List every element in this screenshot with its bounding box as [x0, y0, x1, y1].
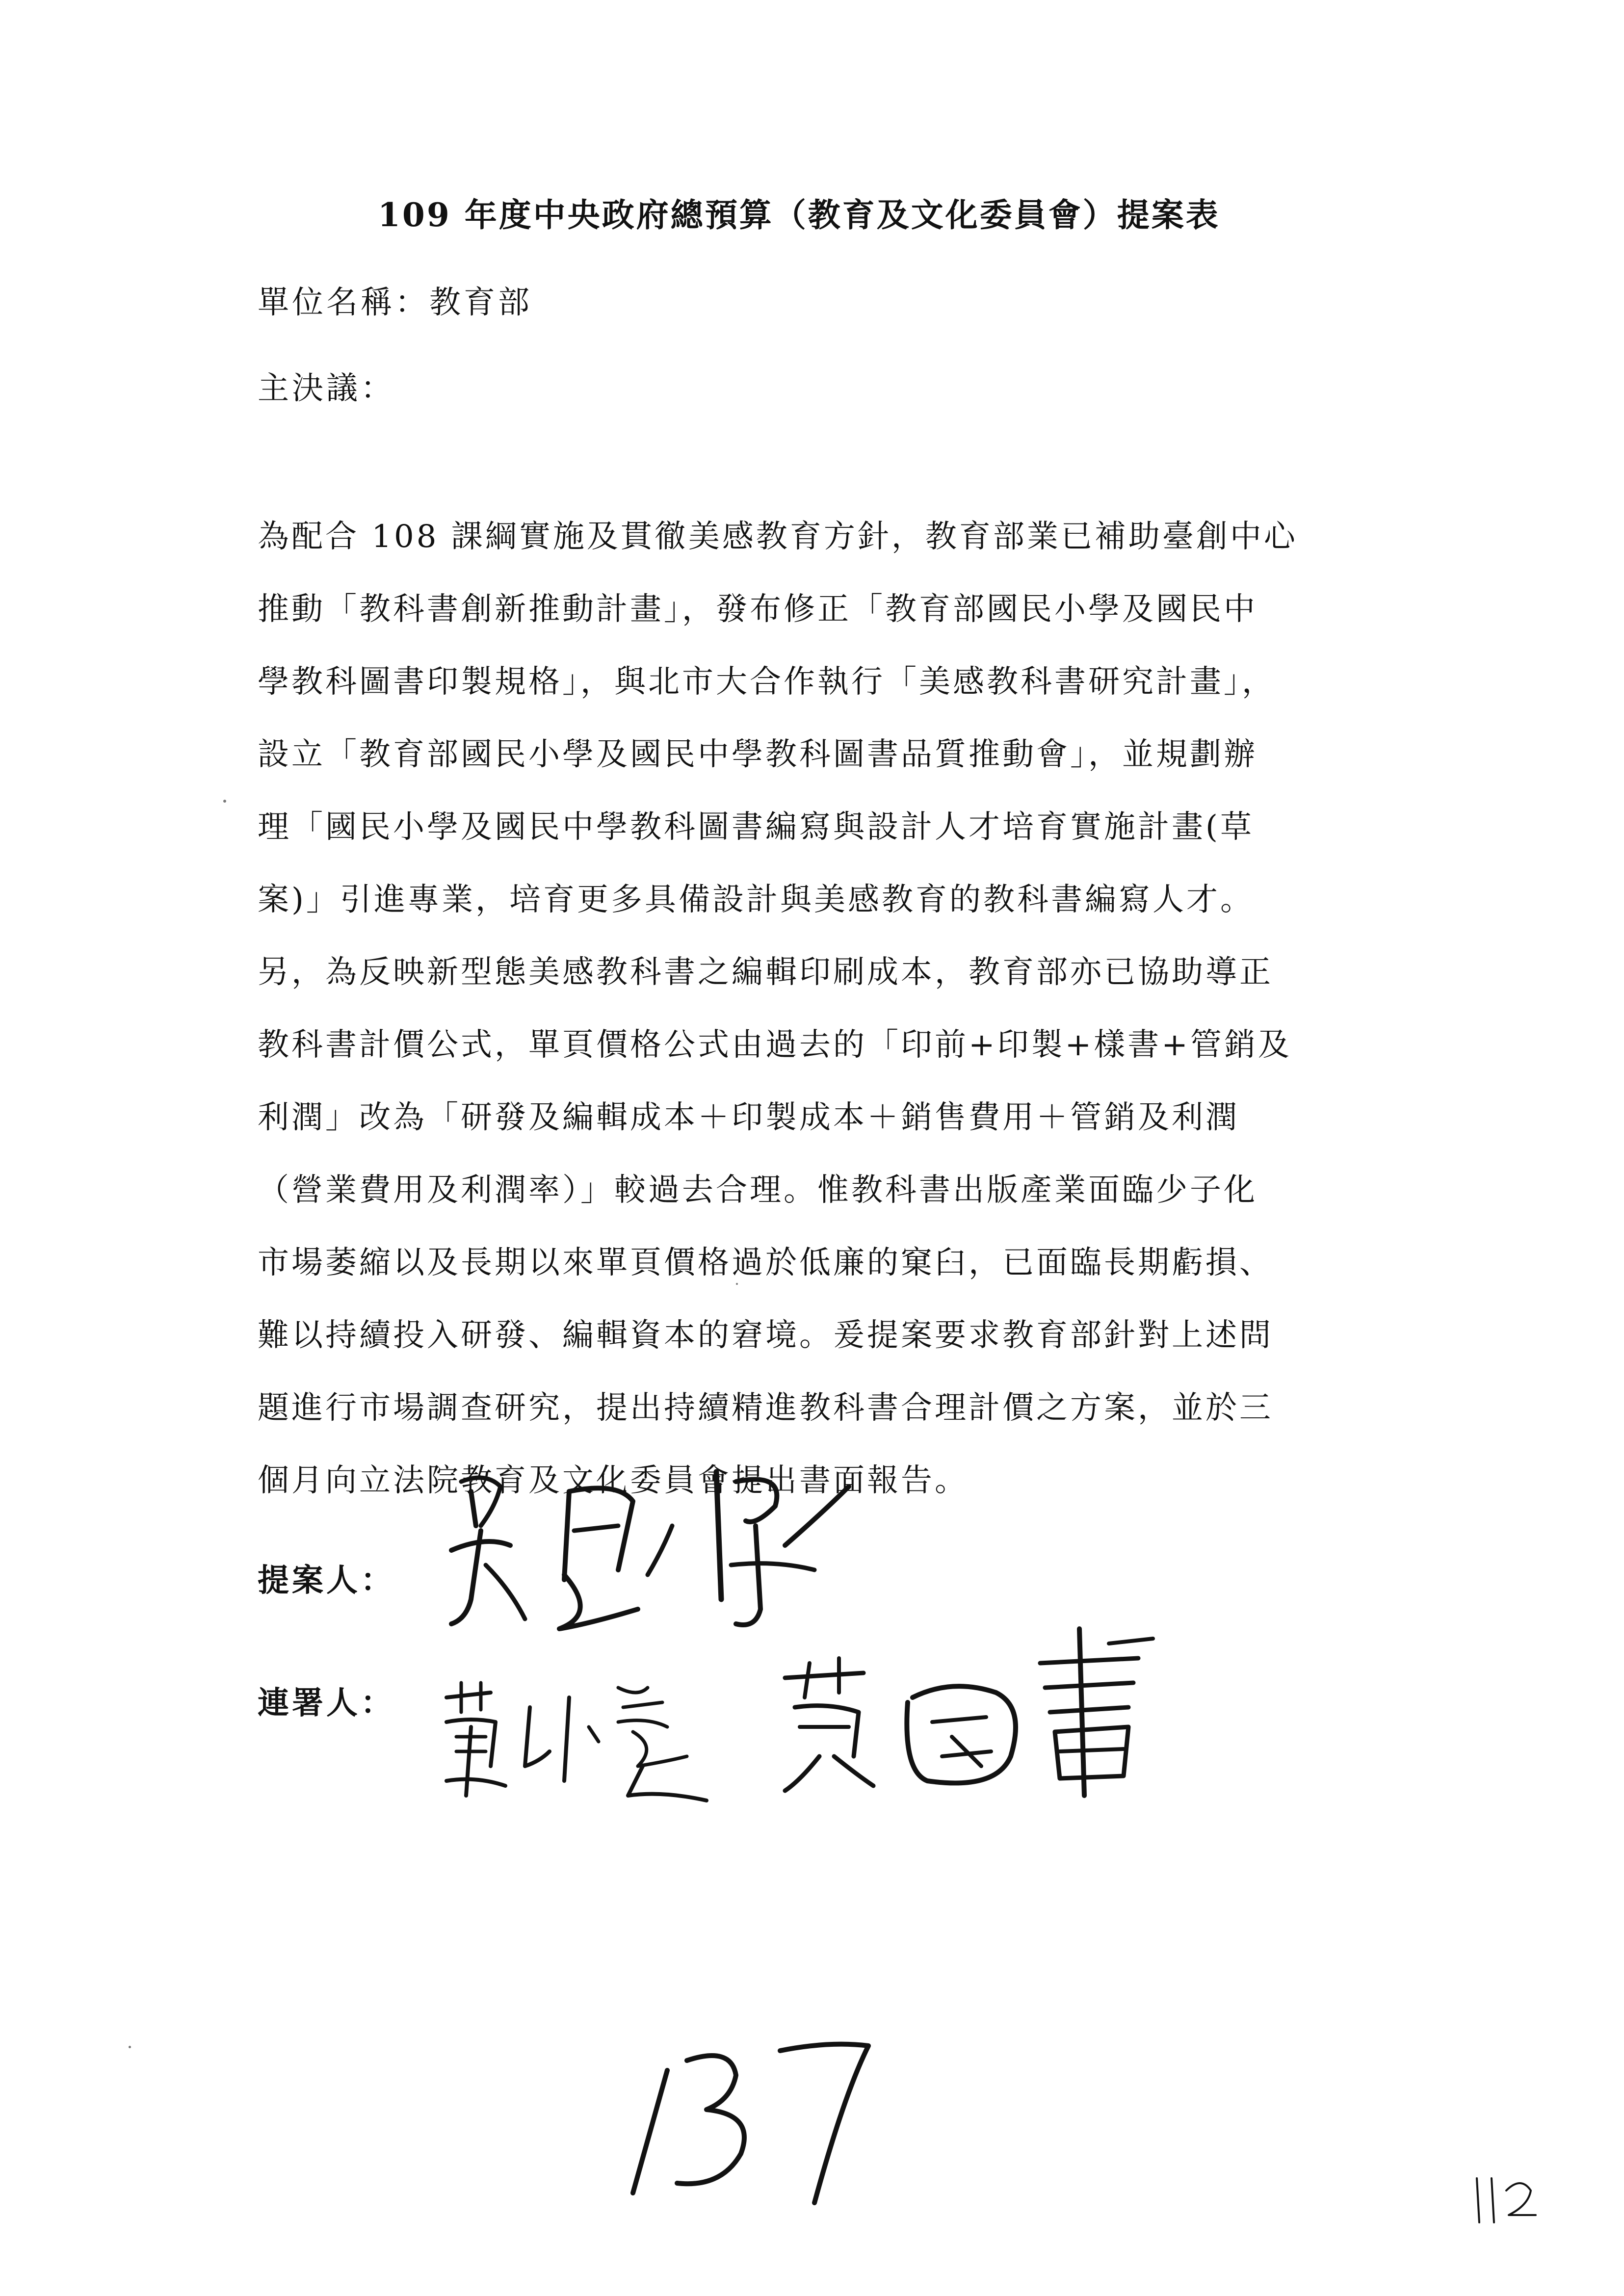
body-line: 理「國民小學及國民中學教科圖書編寫與設計人才培育實施計畫(草 — [258, 809, 1254, 845]
body-line: 教科書計價公式，單頁價格公式由過去的「印前+印製+樣書+管銷及 — [258, 1027, 1292, 1063]
unit-label: 單位名稱： — [258, 285, 429, 321]
scan-speck — [736, 1283, 738, 1285]
handwritten-page-number — [623, 2026, 888, 2213]
main-resolution-label: 主決議： — [258, 370, 395, 407]
unit-line — [258, 277, 532, 322]
proposer-label: 提案人： — [258, 1562, 395, 1599]
body-line: 市場萎縮以及長期以來單頁價格過於低廉的窠臼，已面臨長期虧損、 — [258, 1245, 1273, 1281]
body-line: 設立「教育部國民小學及國民中學教科圖書品質推動會」，並規劃辦 — [258, 736, 1257, 773]
body-line: 案)」引進專業，培育更多具備設計與美感教育的教科書編寫人才。 — [258, 882, 1254, 918]
body-line: 難以持續投入研發、編輯資本的窘境。爰提案要求教育部針對上述問 — [258, 1317, 1273, 1354]
body-line: 個月向立法院教育及文化委員會提出書面報告。 — [258, 1462, 969, 1499]
unit-value: 教育部 — [429, 285, 532, 321]
resolution-body — [258, 500, 1415, 1517]
body-line: 題進行市場調查研究，提出持續精進教科書合理計價之方案，並於三 — [258, 1390, 1273, 1426]
body-line: 為配合 108 課綱實施及貫徹美感教育方針，教育部業已補助臺創中心 — [258, 519, 1298, 555]
scan-speck — [223, 800, 226, 803]
body-line: 另，為反映新型態美感教科書之編輯印刷成本，教育部亦已協助導正 — [258, 954, 1273, 991]
scan-speck — [129, 2046, 131, 2048]
body-line: 學教科圖書印製規格」，與北市大合作執行「美感教科書研究計畫」， — [258, 664, 1276, 700]
body-line: 推動「教科書創新推動計畫」，發布修正「教育部國民小學及國民中 — [258, 591, 1257, 627]
body-line: 利潤」改為「研發及編輯成本＋印製成本＋銷售費用＋管銷及利潤 — [258, 1099, 1239, 1136]
document-title: 109 年度中央政府總預算（教育及文化委員會）提案表 — [378, 196, 1220, 234]
cosigner-label: 連署人： — [258, 1685, 395, 1722]
body-line: （營業費用及利潤率）」較過去合理。惟教科書出版產業面臨少子化 — [258, 1172, 1257, 1208]
cosigner-signature-1 — [432, 1668, 746, 1815]
cosigner-signature-2 — [765, 1609, 1197, 1805]
handwritten-corner-number — [1467, 2168, 1545, 2237]
